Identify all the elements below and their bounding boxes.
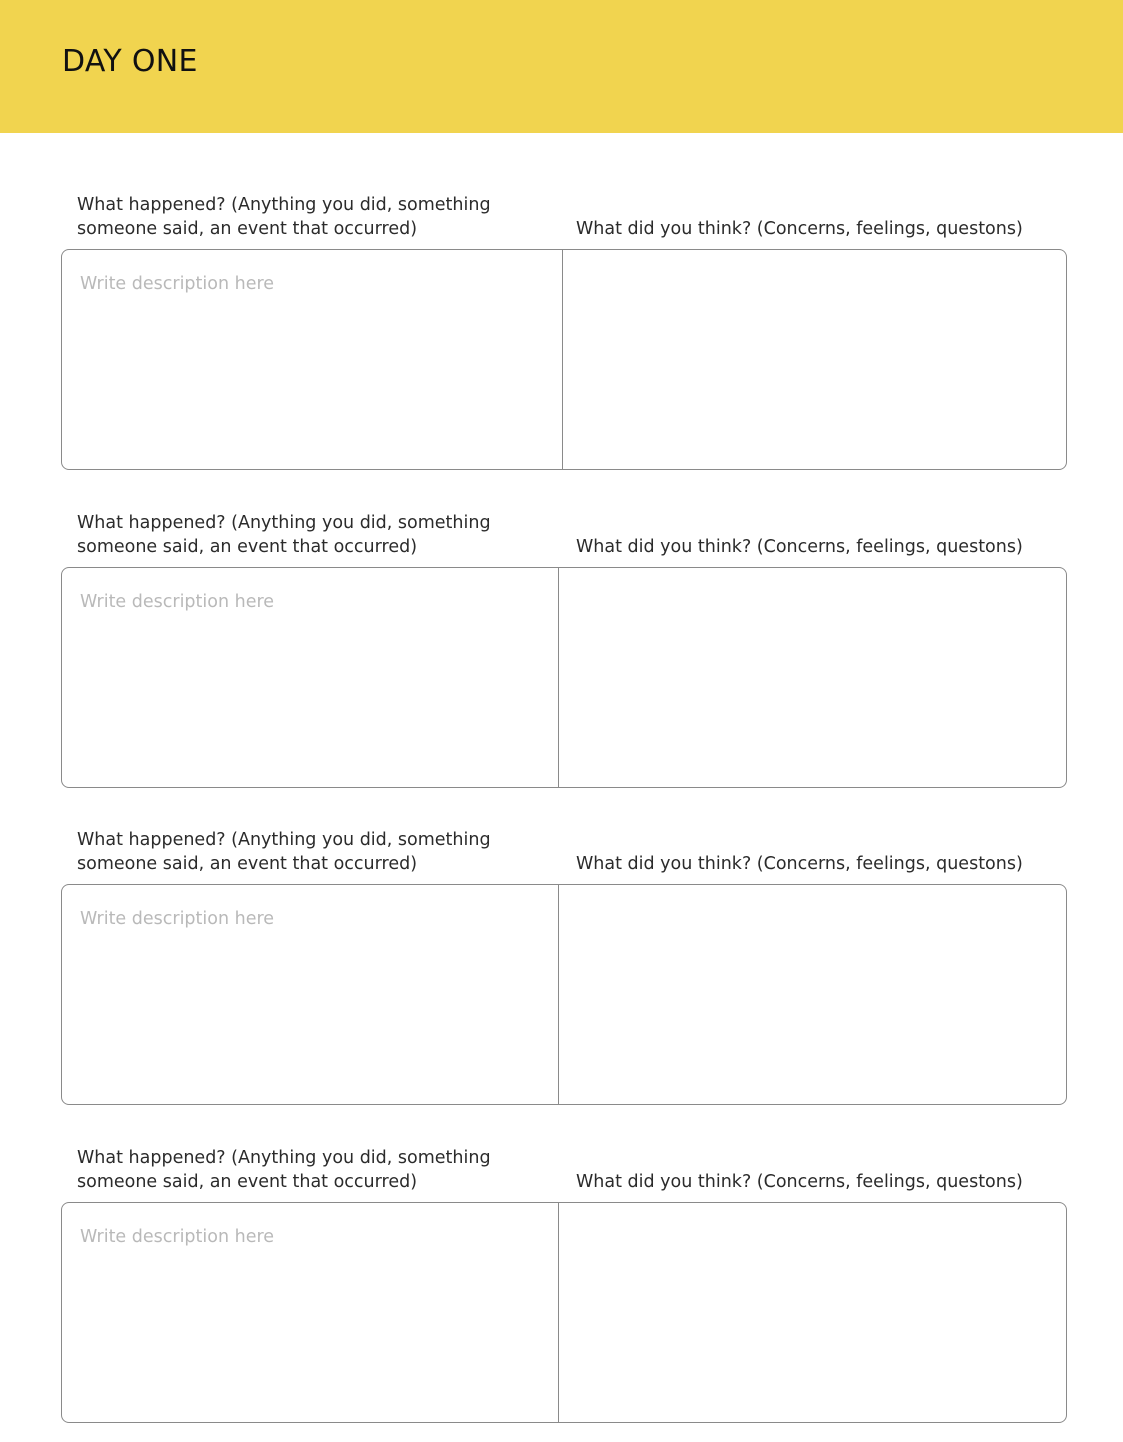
entry-box <box>61 1202 1067 1423</box>
description-field[interactable] <box>62 885 558 1104</box>
what-happened-label: What happened? (Anything you did, something someone said, an event that occurred) <box>77 1148 491 1192</box>
thoughts-field[interactable] <box>559 568 1066 787</box>
description-cell <box>62 250 563 469</box>
description-cell <box>62 1203 559 1422</box>
journal-entry-1 <box>61 193 1067 473</box>
description-cell <box>62 885 559 1104</box>
journal-entry-3 <box>61 828 1067 1108</box>
entry-box <box>61 567 1067 788</box>
what-did-you-think-label: What did you think? (Concerns, feelings, questons) <box>576 537 1023 557</box>
thoughts-cell <box>559 568 1066 787</box>
thoughts-cell <box>563 250 1066 469</box>
thoughts-field[interactable] <box>559 1203 1066 1422</box>
what-did-you-think-label: What did you think? (Concerns, feelings, questons) <box>576 1172 1023 1192</box>
journal-entry-4 <box>61 1146 1067 1426</box>
description-field[interactable] <box>62 250 562 469</box>
header-banner <box>0 0 1123 133</box>
what-did-you-think-label: What did you think? (Concerns, feelings, questons) <box>576 219 1023 239</box>
entry-box <box>61 884 1067 1105</box>
thoughts-cell <box>559 1203 1066 1422</box>
description-field[interactable] <box>62 568 558 787</box>
what-happened-label: What happened? (Anything you did, something someone said, an event that occurred) <box>77 513 491 557</box>
description-field[interactable] <box>62 1203 558 1422</box>
thoughts-cell <box>559 885 1066 1104</box>
entry-box <box>61 249 1067 470</box>
what-happened-label: What happened? (Anything you did, something someone said, an event that occurred) <box>77 195 491 239</box>
page-title: DAY ONE <box>62 44 198 79</box>
thoughts-field[interactable] <box>563 250 1066 469</box>
what-did-you-think-label: What did you think? (Concerns, feelings, questons) <box>576 854 1023 874</box>
journal-entry-2 <box>61 511 1067 791</box>
thoughts-field[interactable] <box>559 885 1066 1104</box>
description-cell <box>62 568 559 787</box>
what-happened-label: What happened? (Anything you did, something someone said, an event that occurred) <box>77 830 491 874</box>
